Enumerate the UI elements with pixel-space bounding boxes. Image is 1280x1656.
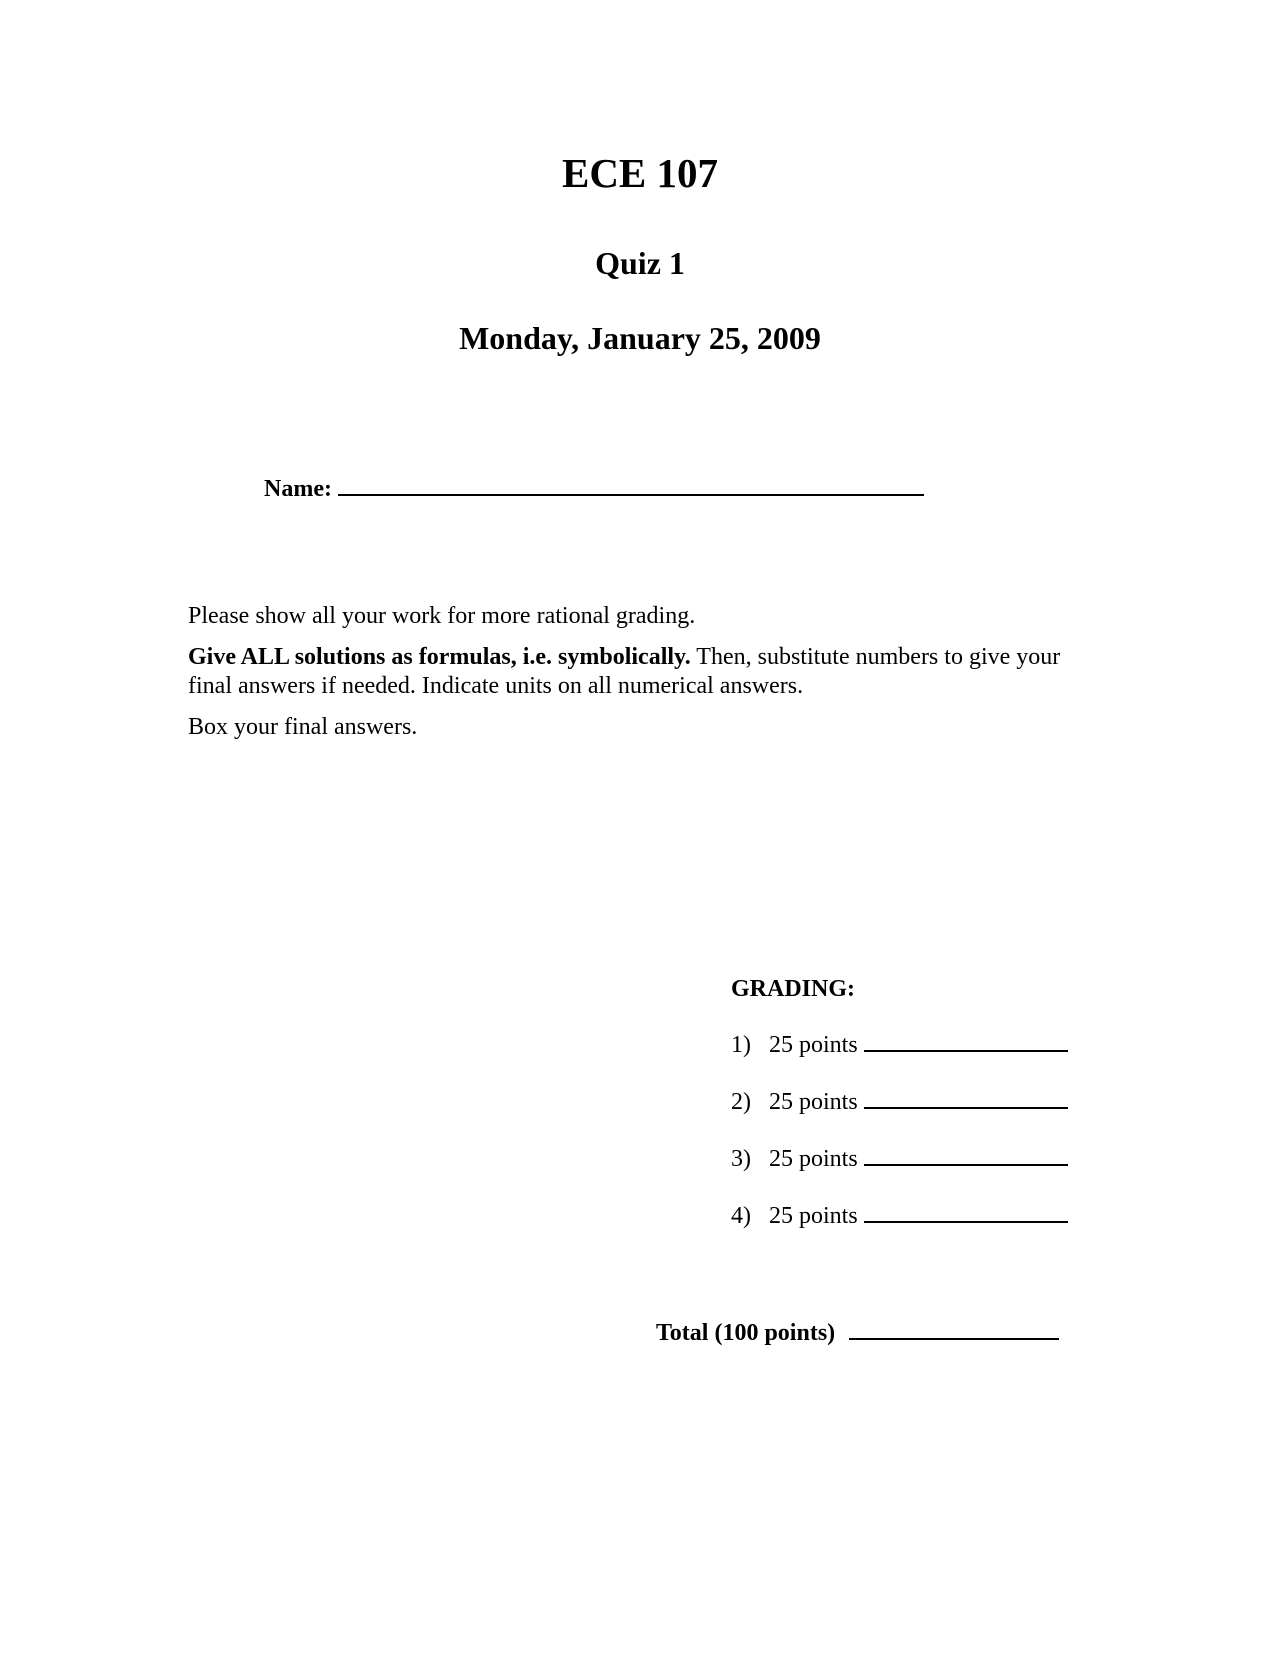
grade-row-points: 25 points	[769, 1089, 858, 1115]
instruction-formulas-rest: Then, substitute numbers to give your final answers if needed. Indicate units on all numerical answers.	[188, 644, 1061, 699]
grade-row	[731, 1144, 1068, 1174]
grade-row-number: 4)	[731, 1203, 751, 1229]
grade-row-points: 25 points	[769, 1203, 858, 1229]
instruction-formulas	[188, 643, 1088, 701]
grade-row	[731, 1201, 1068, 1231]
grade-blank-line[interactable]	[864, 1087, 1068, 1109]
instruction-box-answers: Box your final answers.	[188, 714, 418, 740]
name-blank-line[interactable]	[338, 474, 924, 496]
grading-title: GRADING:	[731, 976, 855, 1002]
total-blank-line[interactable]	[849, 1318, 1059, 1340]
grade-blank-line[interactable]	[864, 1144, 1068, 1166]
name-label: Name:	[264, 476, 332, 502]
quiz-date: Monday, January 25, 2009	[459, 320, 821, 356]
grade-row-number: 3)	[731, 1146, 751, 1172]
instruction-formulas-bold: Give ALL solutions as formulas, i.e. symbolically.	[188, 644, 691, 670]
quiz-title: Quiz 1	[595, 245, 685, 281]
grade-blank-line[interactable]	[864, 1030, 1068, 1052]
total-label: Total (100 points)	[656, 1320, 836, 1346]
grading-section	[731, 974, 1068, 1258]
grade-row-points: 25 points	[769, 1032, 858, 1058]
course-title: ECE 107	[561, 150, 719, 196]
instructions	[188, 602, 1088, 754]
grade-row-points: 25 points	[769, 1146, 858, 1172]
grade-row-number: 1)	[731, 1032, 751, 1058]
total-row	[656, 1318, 1059, 1348]
grade-row	[731, 1087, 1068, 1117]
instruction-show-work: Please show all your work for more rational grading.	[188, 603, 696, 629]
name-field	[264, 474, 924, 504]
grade-blank-line[interactable]	[864, 1201, 1068, 1223]
grade-row	[731, 1030, 1068, 1060]
grade-row-number: 2)	[731, 1089, 751, 1115]
